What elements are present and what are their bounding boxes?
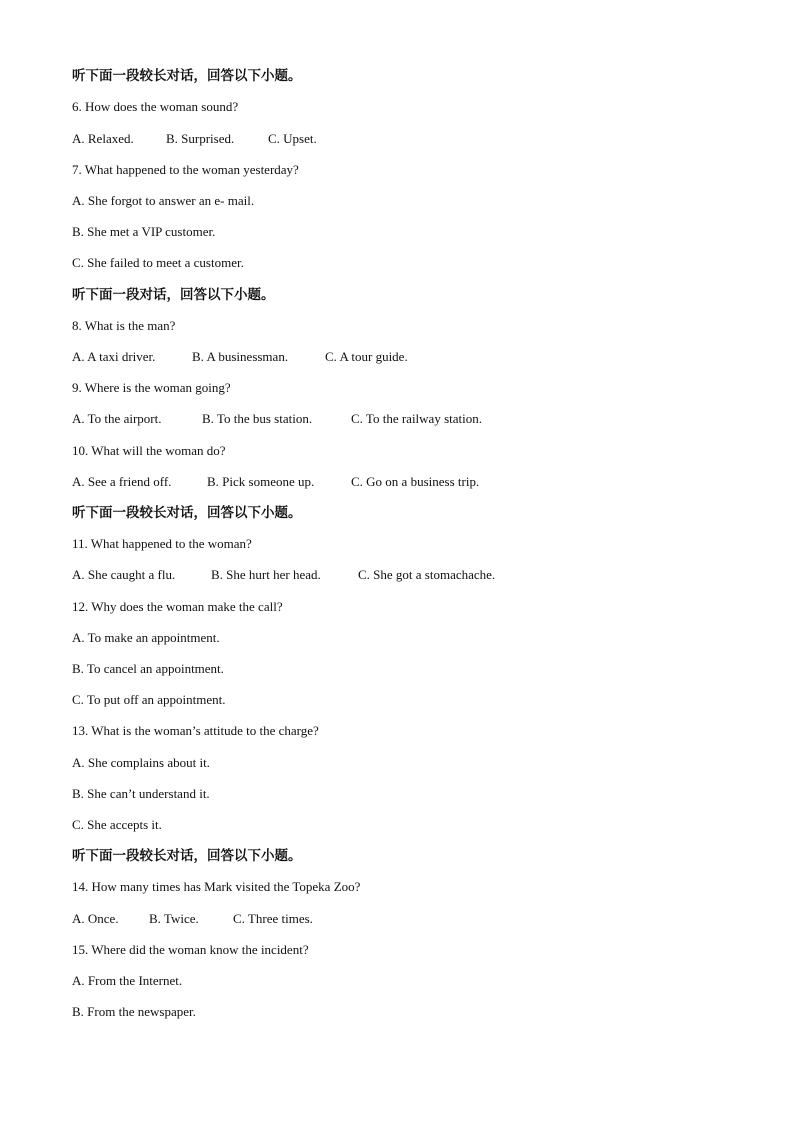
options-9 xyxy=(72,409,482,429)
option-b: B. To cancel an appointment. xyxy=(72,661,224,676)
option-b: B. From the newspaper. xyxy=(72,1004,196,1019)
option-c: C. She got a stomachache. xyxy=(358,567,496,582)
option-a: A. A taxi driver. xyxy=(72,349,156,364)
options-11 xyxy=(72,565,495,585)
option-c: C. Upset. xyxy=(268,131,317,146)
option-c: C. She accepts it. xyxy=(72,817,162,832)
option-a: A. To make an appointment. xyxy=(72,630,220,645)
section-heading: 听下面一段对话，回答以下小题。 xyxy=(72,287,275,303)
options-10 xyxy=(72,472,479,492)
option-b: B. She can’t understand it. xyxy=(72,786,210,801)
options-14 xyxy=(72,909,313,929)
options-8 xyxy=(72,347,408,367)
question-14: 14. How many times has Mark visited the Topeka Zoo? xyxy=(72,879,361,894)
option-b: B. She met a VIP customer. xyxy=(72,224,216,239)
question-13: 13. What is the woman’s attitude to the charge? xyxy=(72,723,319,738)
option-b: B. A businessman. xyxy=(192,349,289,364)
question-12: 12. Why does the woman make the call? xyxy=(72,599,283,614)
option-c: C. Three times. xyxy=(233,911,313,926)
option-b: B. She hurt her head. xyxy=(211,567,321,582)
option-c: C. Go on a business trip. xyxy=(351,474,480,489)
option-b: B. To the bus station. xyxy=(202,411,313,426)
question-8: 8. What is the man? xyxy=(72,318,176,333)
section-heading: 听下面一段较长对话，回答以下小题。 xyxy=(72,68,302,84)
option-c: C. To the railway station. xyxy=(351,411,482,426)
option-a: A. She complains about it. xyxy=(72,755,210,770)
option-c: C. To put off an appointment. xyxy=(72,692,226,707)
option-a: A. From the Internet. xyxy=(72,973,183,988)
option-a: A. See a friend off. xyxy=(72,474,172,489)
option-a: A. She forgot to answer an e- mail. xyxy=(72,193,255,208)
option-a: A. She caught a flu. xyxy=(72,567,176,582)
options-6 xyxy=(72,129,317,149)
question-15: 15. Where did the woman know the incident? xyxy=(72,942,309,957)
question-9: 9. Where is the woman going? xyxy=(72,380,231,395)
question-6: 6. How does the woman sound? xyxy=(72,99,239,114)
option-b: B. Surprised. xyxy=(166,131,235,146)
question-10: 10. What will the woman do? xyxy=(72,443,226,458)
option-a: A. Relaxed. xyxy=(72,131,134,146)
question-11: 11. What happened to the woman? xyxy=(72,536,252,551)
option-a: A. To the airport. xyxy=(72,411,162,426)
option-b: B. Pick someone up. xyxy=(207,474,315,489)
option-c: C. A tour guide. xyxy=(325,349,408,364)
question-7: 7. What happened to the woman yesterday? xyxy=(72,162,299,177)
option-c: C. She failed to meet a customer. xyxy=(72,255,244,270)
section-heading: 听下面一段较长对话，回答以下小题。 xyxy=(72,505,302,521)
section-heading: 听下面一段较长对话，回答以下小题。 xyxy=(72,848,302,864)
option-a: A. Once. xyxy=(72,911,119,926)
option-b: B. Twice. xyxy=(149,911,199,926)
